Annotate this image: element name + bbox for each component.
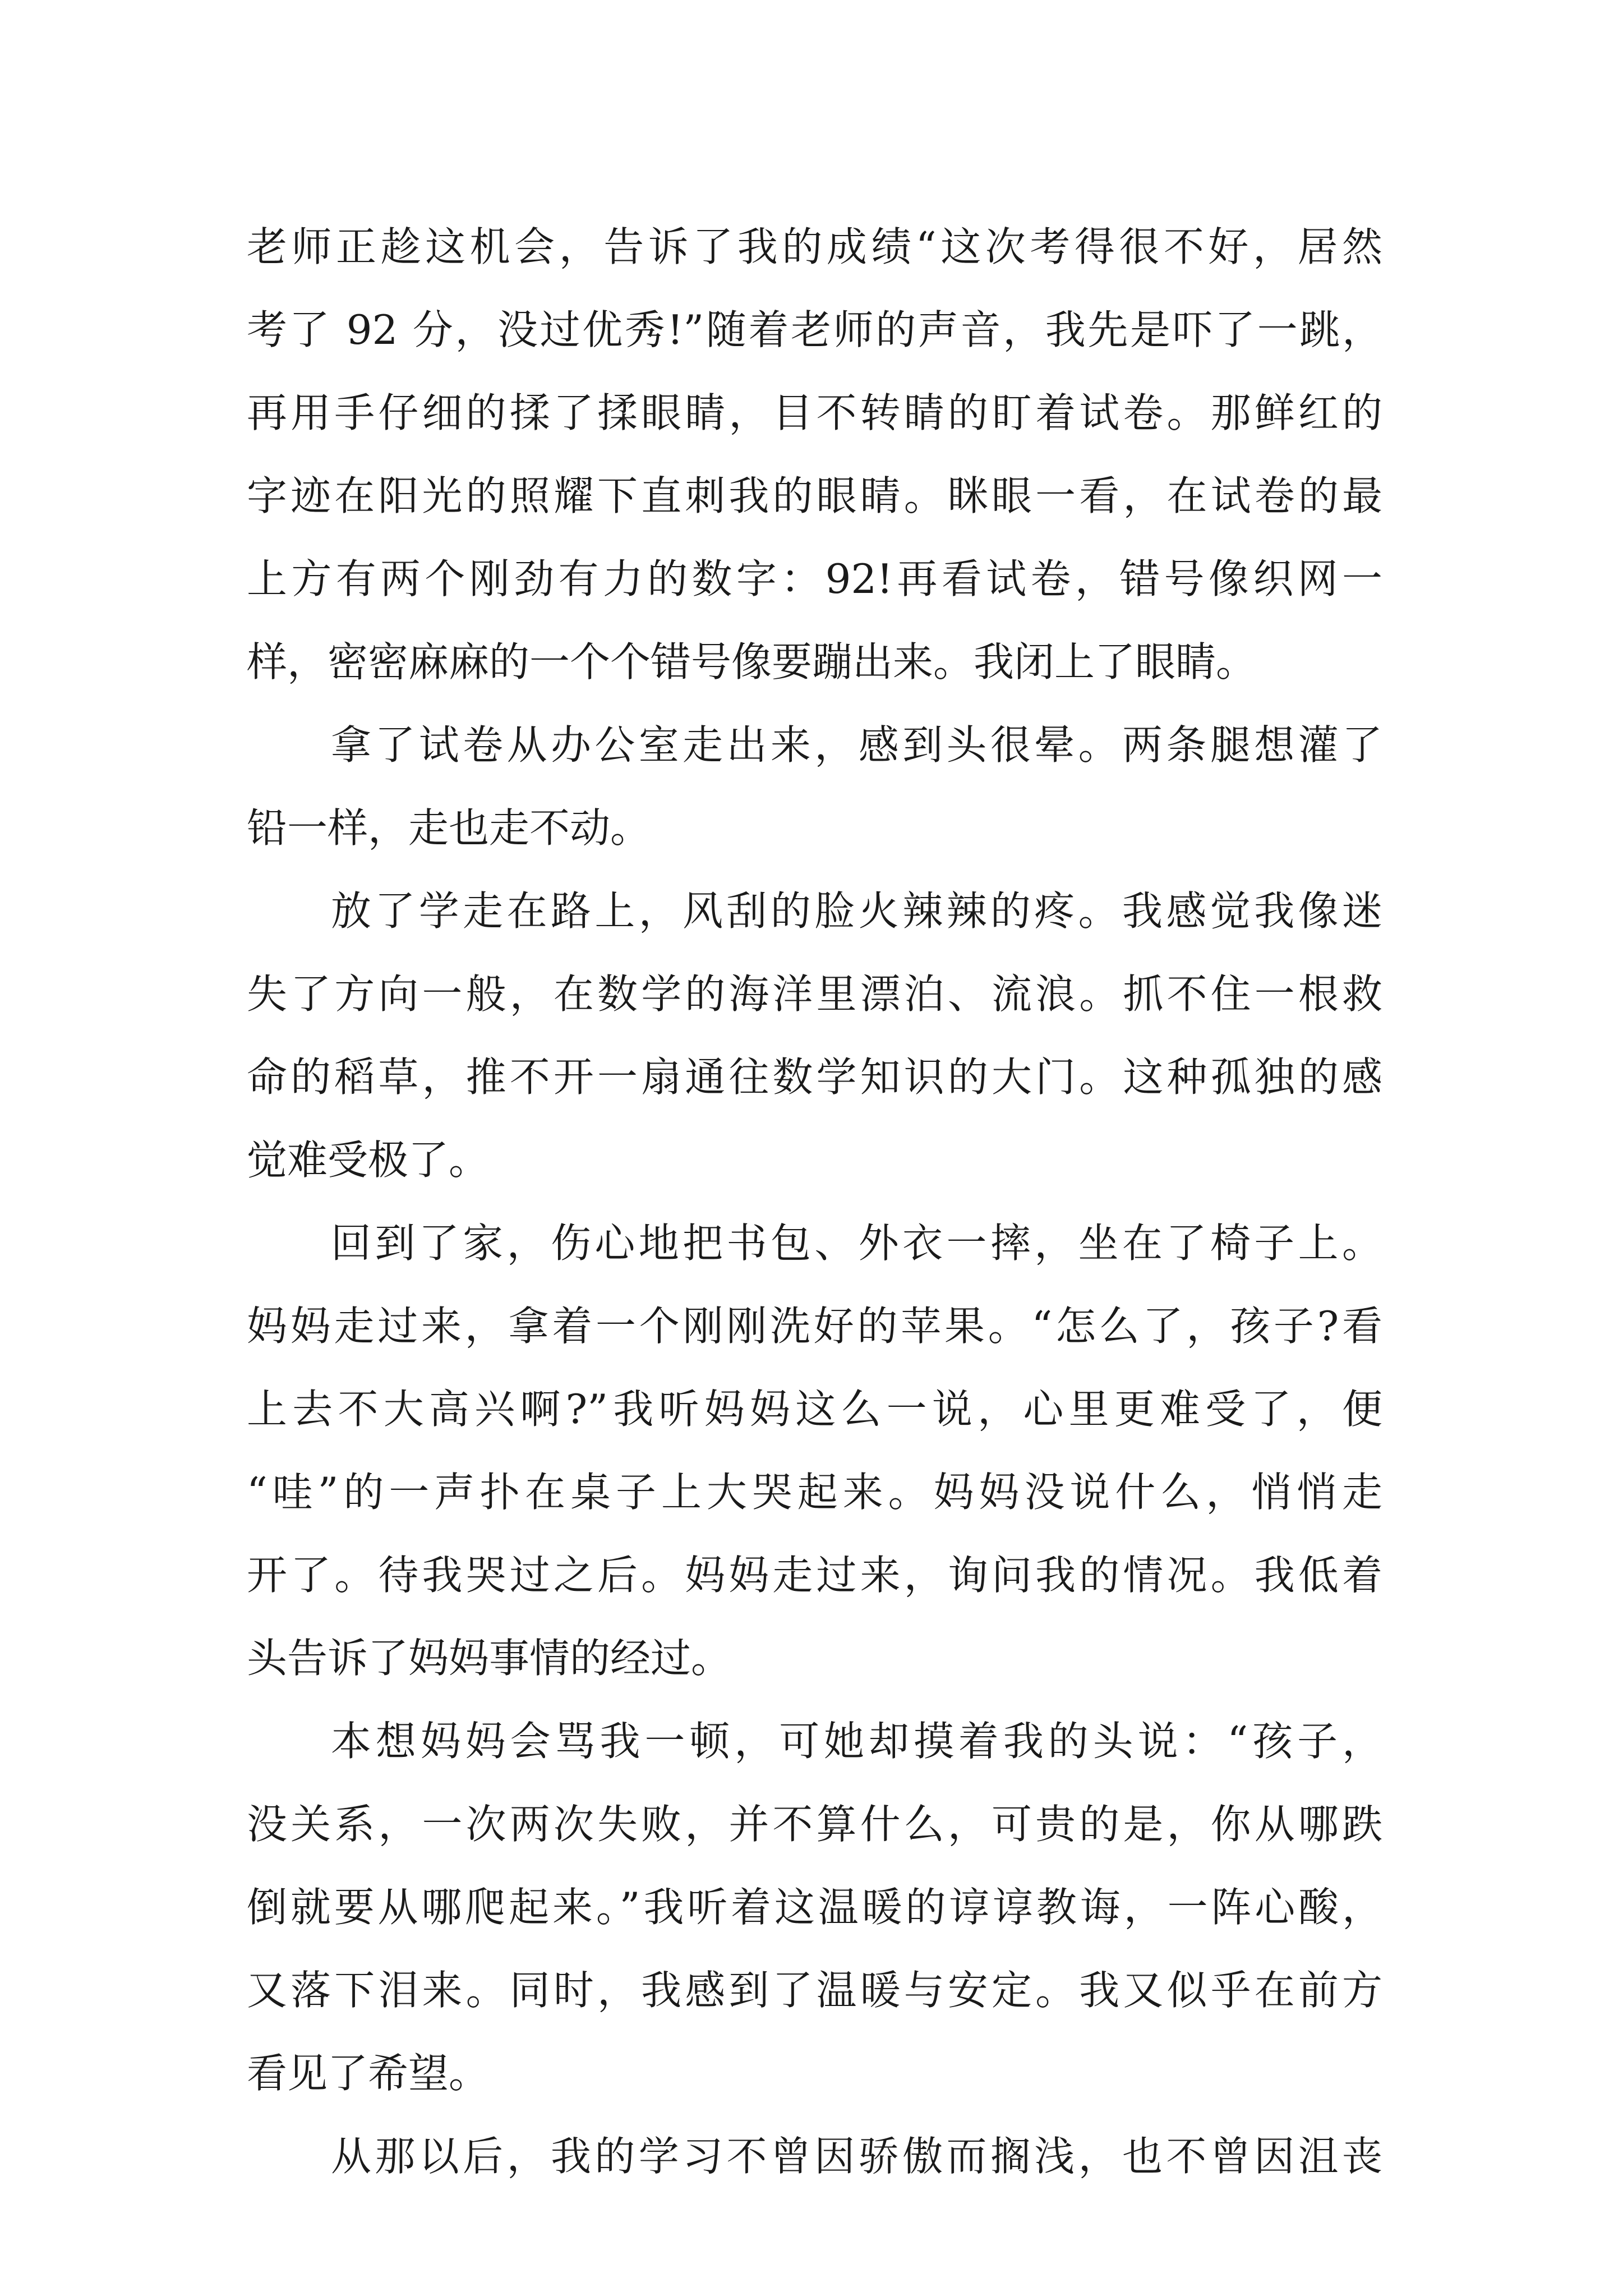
text-line: 字迹在阳光的照耀下直刺我的眼睛。眯眼一看，在试卷的最: [247, 472, 1382, 519]
text-line: 老师正趁这机会，告诉了我的成绩“这次考得很不好，居然: [247, 223, 1382, 270]
paragraph: [247, 703, 1382, 869]
paragraph: [247, 869, 1382, 1202]
text-line: 妈妈走过来，拿着一个刚刚洗好的苹果。“怎么了，孩子?看: [247, 1303, 1382, 1350]
text-line: 拿了试卷从办公室走出来，感到头很晕。两条腿想灌了: [331, 721, 1382, 769]
text-line: 又落下泪来。同时，我感到了温暖与安定。我又似乎在前方: [247, 1967, 1382, 2014]
text-line: 开了。待我哭过之后。妈妈走过来，询问我的情况。我低着: [247, 1552, 1382, 1599]
text-line: 上去不大高兴啊?”我听妈妈这么一说，心里更难受了，便: [247, 1386, 1382, 1433]
text-line: 命的稻草，推不开一扇通往数学知识的大门。这种孤独的感: [247, 1053, 1382, 1101]
text-line: 铅一样，走也走不动。: [247, 804, 651, 852]
text-line: 上方有两个刚劲有力的数字：92!再看试卷，错号像织网一: [247, 555, 1382, 602]
text-line: 回到了家，伤心地把书包、外衣一摔，坐在了椅子上。: [331, 1220, 1382, 1267]
text-line: 头告诉了妈妈事情的经过。: [247, 1635, 732, 1682]
paragraph: [247, 2115, 1382, 2198]
body-text: [247, 205, 1382, 2198]
text-line: 从那以后，我的学习不曾因骄傲而搁浅，也不曾因沮丧: [331, 2133, 1382, 2180]
text-line: 本想妈妈会骂我一顿，可她却摸着我的头说：“孩子，: [331, 1718, 1382, 1765]
text-line: 样，密密麻麻的一个个错号像要蹦出来。我闭上了眼睛。: [247, 638, 1257, 685]
text-line: 放了学走在路上，风刮的脸火辣辣的疼。我感觉我像迷: [331, 887, 1382, 935]
paragraph: [247, 1202, 1382, 1700]
text-line: 倒就要从哪爬起来。”我听着这温暖的谆谆教诲，一阵心酸，: [247, 1884, 1382, 1931]
text-line: 觉难受极了。: [247, 1137, 490, 1184]
text-line: 再用手仔细的揉了揉眼睛，目不转睛的盯着试卷。那鲜红的: [247, 389, 1382, 436]
text-line: 失了方向一般，在数学的海洋里漂泊、流浪。抓不住一根救: [247, 970, 1382, 1018]
text-line: 看见了希望。: [247, 2050, 490, 2097]
paragraph: [247, 1700, 1382, 2115]
text-line: 没关系，一次两次失败，并不算什么，可贵的是，你从哪跌: [247, 1801, 1382, 1848]
text-line: “哇”的一声扑在桌子上大哭起来。妈妈没说什么，悄悄走: [247, 1469, 1382, 1516]
paragraph: [247, 205, 1382, 703]
text-line: 考了 92 分，没过优秀!”随着老师的声音，我先是吓了一跳，: [247, 306, 1382, 353]
